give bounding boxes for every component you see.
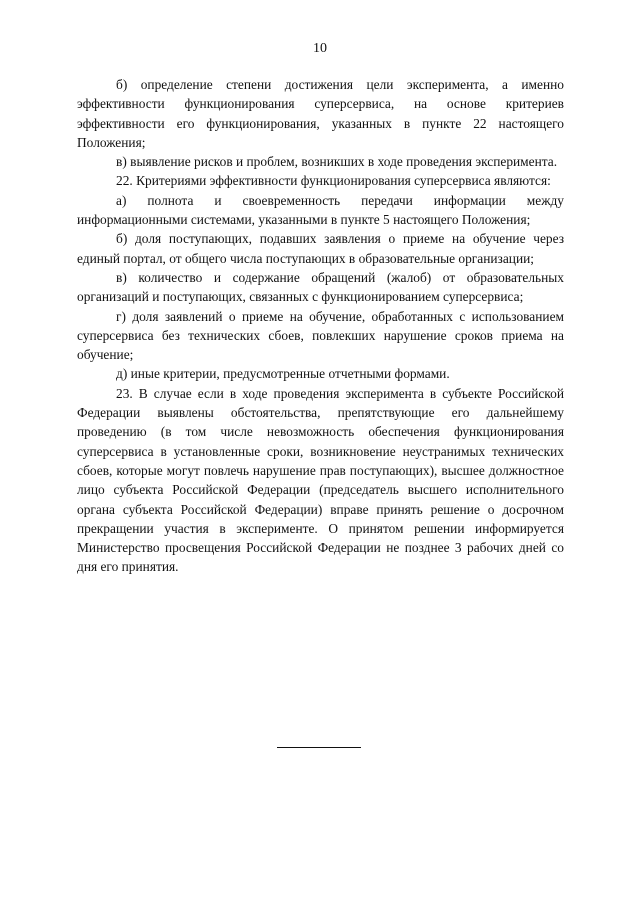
document-body bbox=[77, 75, 564, 577]
end-separator-line bbox=[277, 747, 361, 748]
criterion-a: а) полнота и своевременность передачи информации между информационными системами, указанными в пункте 5 настоящего Положения; bbox=[77, 192, 564, 228]
paragraph-22-criteria: 22. Критериями эффективности функционирования суперсервиса являются: bbox=[116, 173, 551, 189]
criterion-b: б) доля поступающих, подавших заявления о приеме на обучение через единый портал, от общего числа поступающих в образовательные организации; bbox=[77, 231, 564, 266]
criterion-v: в) количество и содержание обращений (жалоб) от образовательных организаций и поступающих, связанных с функционированием суперсервиса; bbox=[77, 269, 564, 305]
criterion-g: г) доля заявлений о приеме на обучение, обработанных с использованием суперсервиса без технических сбоев, повлекших нарушение сроков приема на обучение; bbox=[77, 308, 564, 363]
paragraph-b-evaluation: б) определение степени достижения цели эксперимента, а именно эффективности функционирования суперсервиса, на основе критериев эффективности его функционирования, указанных в пункте 22 настоящего Положения; bbox=[77, 77, 564, 150]
paragraph-23-termination: 23. В случае если в ходе проведения эксперимента в субъекте Российской Федерации выявлены обстоятельства, препятствующие его дальнейшему проведению (в том числе невозможность обеспечения функционирования суперсервиса в установленные сроки, возникновение неустранимых технических сбоев, которые могут повлечь нарушение прав поступающих), высшее должностное лицо субъекта Российской Федерации (председатель высшего исполнительного органа субъекта Российской Федерации) вправе принять решение о досрочном прекращении участия в эксперименте. О принятом решении информируется Министерство просвещения Российской Федерации не позднее 3 рабочих дней со дня его принятия. bbox=[77, 385, 564, 575]
paragraph-v-risks: в) выявление рисков и проблем, возникших в ходе проведения эксперимента. bbox=[116, 154, 558, 170]
criterion-d: д) иные критерии, предусмотренные отчетными формами. bbox=[116, 366, 450, 382]
page-number: 10 bbox=[313, 41, 327, 56]
